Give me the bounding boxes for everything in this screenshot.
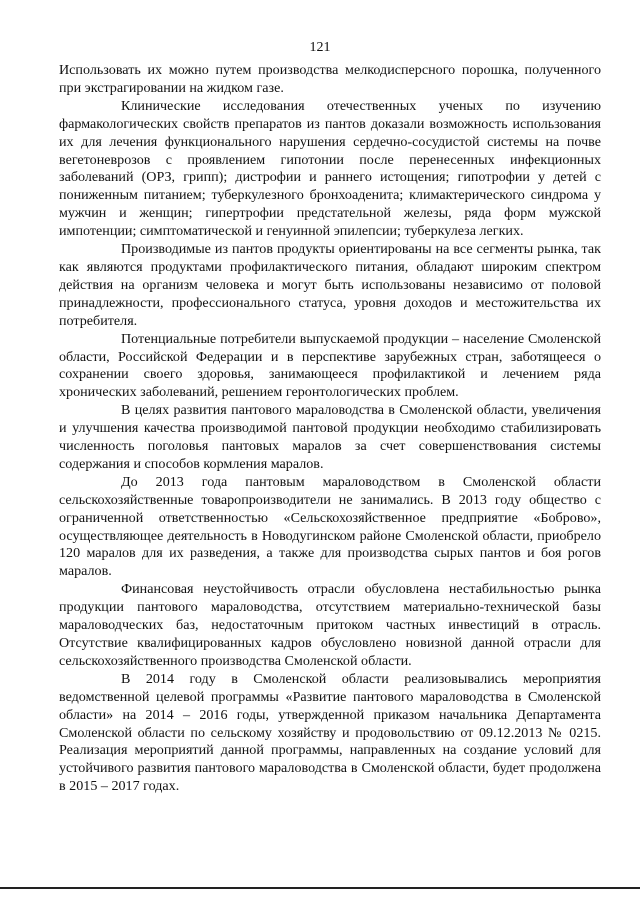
paragraph-market-segments: Производимые из пантов продукты ориентированы на все сегменты рынка, так как являются продуктами профилактического питания, обладают широким спектром действия на организм человека и могут быть использованы независимо от половой принадлежности, профессионального статуса, уровня доходов и местожительства их потребителя.: [59, 241, 601, 329]
paragraph-history-2013: До 2013 года пантовым мараловодством в Смоленской области сельскохозяйственные товаропроизводители не занимались. В 2013 году общество с ограниченной ответственностью «Сельскохозяйственное предприятие «Боброво», осуществляющее деятельность в Новодугинском районе Смоленской области, приобрело 120 маралов для их разведения, а также для производства сырых пантов и боя рогов маралов.: [59, 473, 601, 580]
paragraph-clinical-research: Клинические исследования отечественных ученых по изучению фармакологических свойств препаратов из пантов доказали возможность использования их для лечения функционального нарушения сердечно-сосудистой системы на почве вегетоневрозов с проявлением гипотонии после перенесенных инфекционных заболеваний (ОРЗ, грипп); дистрофии и раннего истощения; гипотрофии у детей с пониженным питанием; туберкулезного бронхоаденита; климактерического синдрома у мужчин и женщин; гипертрофии предстательной железы, ряда форм мужской импотенции; симптоматической и генуинной эпилепсии; туберкулеза легких.: [59, 97, 601, 240]
paragraph-continuation: Использовать их можно путем производства мелкодисперсного порошка, полученного при экстрагировании на жидком газе.: [59, 62, 601, 96]
bottom-divider: [0, 887, 640, 889]
document-body: [59, 62, 601, 796]
page-number: 121: [309, 40, 331, 55]
paragraph-potential-consumers: Потенциальные потребители выпускаемой продукции – население Смоленской области, Российской Федерации и в перспективе зарубежных стран, заботящееся о сохранении своего здоровья, занимающееся профилактикой и лечением ряда хронических заболеваний, решением геронтологических проблем.: [59, 330, 601, 401]
paragraph-program-2014: В 2014 году в Смоленской области реализовывались мероприятия ведомственной целевой программы «Развитие пантового мараловодства в Смоленской области» на 2014 – 2016 годы, утвержденной приказом начальника Департамента Смоленской области по сельскому хозяйству и продовольствию от 09.12.2013 № 0215. Реализация мероприятий данной программы, направленных на создание условий для устойчивого развития пантового мараловодства в Смоленской области, будет продолжена в 2015 – 2017 годах.: [59, 670, 601, 795]
paragraph-financial-instability: Финансовая неустойчивость отрасли обусловлена нестабильностью рынка продукции пантового мараловодства, отсутствием материально-технической базы мараловодческих баз, недостаточным притоком частных инвестиций в отрасль. Отсутствие квалифицированных кадров обусловлено новизной данной отрасли для сельскохозяйственного производства Смоленской области.: [59, 581, 601, 669]
paragraph-development-goals: В целях развития пантового мараловодства в Смоленской области, увеличения и улучшения качества производимой пантовой продукции необходимо стабилизировать численность поголовья пантовых маралов за счет совершенствования системы содержания и способов кормления маралов.: [59, 402, 601, 472]
